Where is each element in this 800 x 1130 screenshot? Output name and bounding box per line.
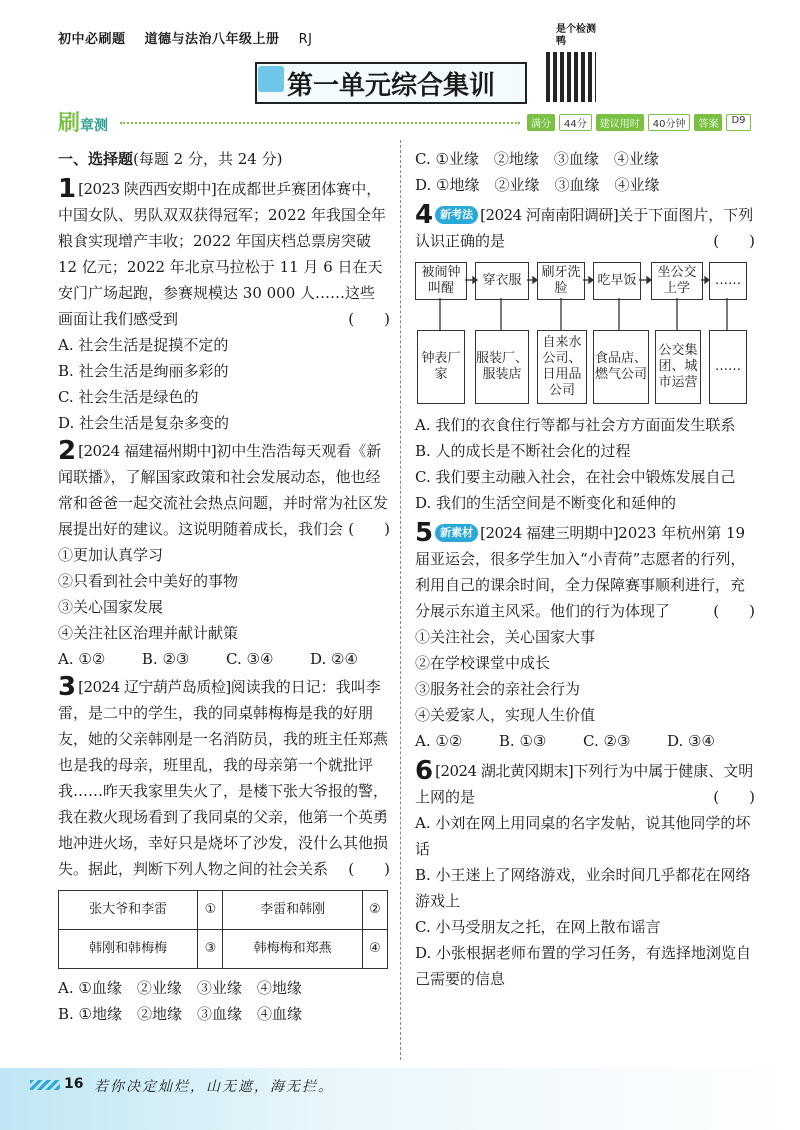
- answer-paren: ( ): [713, 788, 755, 806]
- table-cell: 韩梅梅和郑燕: [223, 930, 362, 969]
- option-d[interactable]: D. ③④: [667, 732, 715, 750]
- statement-3: ③服务社会的亲社会行为: [415, 680, 581, 698]
- section-brand: [58, 106, 108, 137]
- question-source: [2024 福建三明期中]: [480, 524, 619, 542]
- question-2: [58, 438, 390, 672]
- question-stem: 下列行为中属于健康、文明上网的是: [415, 762, 754, 806]
- table-cell: ①: [198, 891, 223, 930]
- relation-table: [58, 890, 388, 969]
- question-number: 1: [58, 174, 77, 204]
- statement-2: ②只看到社会中美好的事物: [58, 572, 239, 590]
- option-d[interactable]: D. ②④: [310, 650, 358, 668]
- diagram-top-box: 被闹钟叫醒: [415, 262, 467, 300]
- diagram-bottom-box: 食品店、燃气公司: [593, 330, 649, 404]
- page-title: 第一单元综合集训: [255, 62, 527, 104]
- option-d[interactable]: D. 我们的生活空间是不断变化和延伸的: [415, 494, 677, 512]
- time-value: 40分钟: [648, 114, 691, 131]
- diagram-top-box: ……: [709, 262, 747, 300]
- brand-main: 刷: [58, 111, 81, 136]
- diagram-bottom-box: 服装厂、服装店: [475, 330, 529, 404]
- question-stem: 关于下面图片，下列认识正确的是: [415, 206, 754, 250]
- option-b[interactable]: B. ①地缘 ②地缘 ③血缘 ④血缘: [58, 1005, 303, 1023]
- option-a[interactable]: A. ①②: [58, 650, 106, 668]
- life-society-diagram: [415, 260, 745, 410]
- answer-paren: ( ): [713, 602, 755, 620]
- diagram-arrows: [415, 260, 745, 410]
- book-name: 初中必刷题: [58, 32, 126, 47]
- question-number: 4: [415, 200, 434, 230]
- statement-3: ③关心国家发展: [58, 598, 164, 616]
- question-source: [2024 辽宁葫芦岛质检]: [78, 678, 231, 696]
- diagram-bottom-box: 公交集团、城市运营: [655, 330, 701, 404]
- option-b[interactable]: B. 小王迷上了网络游戏，业余时间几乎都花在网络游戏上: [415, 866, 751, 910]
- question-number: 5: [415, 518, 434, 548]
- diagram-top-box: 刷牙洗脸: [537, 262, 585, 300]
- option-c[interactable]: C. ②③: [583, 732, 631, 750]
- diagram-bottom-box: 自来水公司、日用品公司: [537, 330, 587, 404]
- statement-4: ④关注社区治理并献计献策: [58, 624, 239, 642]
- diagram-top-box: 吃早饭: [593, 262, 641, 300]
- section-heading: [58, 146, 390, 172]
- answer-label: 答案: [694, 114, 722, 131]
- new-method-badge: 新考法: [435, 206, 478, 224]
- question-stem: 在成都世乒赛团体赛中，中国女队、男队双双获得冠军；2022 年我国全年粮食实现增产丰收；2022 年国庆档总票房突破 12 亿元；2022 年北京马拉松于 11 月 6 日在天安门广场起跑，参赛规模达 30 000 人……这些画面让我们感受到: [58, 180, 386, 328]
- diagram-bottom-box: 钟表厂家: [417, 330, 465, 404]
- score-label: 满分: [527, 114, 555, 131]
- question-3: [58, 674, 390, 1027]
- new-material-badge: 新素材: [435, 524, 478, 542]
- column-divider: [400, 140, 402, 1060]
- question-stem: 初中生浩浩每天观看《新闻联播》，了解国家政策和社会发展动态，他也经常和爸爸一起交流社会热点问题，并时常为社区发展提出好的建议。这说明随着成长，我们会: [58, 442, 389, 538]
- diagram-bottom-box: ……: [709, 330, 747, 404]
- option-a[interactable]: A. ①血缘 ②业缘 ③业缘 ④地缘: [58, 979, 302, 997]
- statement-2: ②在学校课堂中成长: [415, 654, 551, 672]
- table-row: [59, 930, 388, 969]
- option-d[interactable]: D. 社会生活是复杂多变的: [58, 414, 230, 432]
- brand-sub: 章测: [80, 118, 109, 134]
- meta-bar: [527, 114, 751, 131]
- option-a[interactable]: A. 小刘在网上用同桌的名字发帖，说其他同学的坏话: [415, 814, 751, 858]
- option-row: [58, 646, 358, 672]
- question-number: 2: [58, 436, 77, 466]
- option-a[interactable]: A. ①②: [415, 732, 463, 750]
- question-stem: 阅读我的日记：我叫李雷，是二中的学生，我的同桌韩梅梅是我的好朋友，她的父亲韩刚是一名消防员，我的班主任郑燕也是我的母亲，班里乱，我的母亲第一个就批评我……昨天我家里失火了，是楼下张大爷报的警，我在救火现场看到了我同桌的父亲，他第一个英勇地冲进火场，幸好只是烧坏了沙发，没什么其他损失。据此，判断下列人物之间的社会关系: [58, 678, 389, 878]
- diagram-top-box: 坐公交上学: [651, 262, 703, 300]
- question-4: [415, 202, 755, 516]
- book-icon: [258, 66, 284, 92]
- answer-paren: ( ): [348, 860, 390, 878]
- statement-4: ④关爱家人，实现人生价值: [415, 706, 596, 724]
- question-number: 6: [415, 756, 434, 786]
- diagram-top-box: 穿衣服: [475, 262, 529, 300]
- section-title: 一、选择题: [58, 150, 134, 168]
- answer-paren: ( ): [713, 232, 755, 250]
- answer-paren: ( ): [348, 310, 390, 328]
- edition: RJ: [298, 32, 313, 47]
- section-note: (每题 2 分，共 24 分): [133, 150, 283, 168]
- option-row: [415, 728, 715, 754]
- question-source: [2024 河南南阳调研]: [480, 206, 619, 224]
- table-row: [59, 891, 388, 930]
- page-number: 16: [64, 1076, 84, 1092]
- score-value: 44分: [559, 114, 592, 131]
- running-header: [58, 28, 326, 47]
- question-stem: 2023 年杭州第 19 届亚运会，很多学生加入“小青荷”志愿者的行列，利用自己的课余时间，全力保障赛事顺利进行，充分展示东道主风采。他们的行为体现了: [415, 524, 746, 620]
- answer-value: D9: [726, 114, 750, 131]
- question-number: 3: [58, 672, 77, 702]
- statement-1: ①更加认真学习: [58, 546, 164, 564]
- qr-code-icon[interactable]: [546, 52, 596, 102]
- statement-1: ①关注社会，关心国家大事: [415, 628, 596, 646]
- table-cell: 李雷和韩刚: [223, 891, 362, 930]
- right-column: [415, 146, 755, 992]
- option-a[interactable]: A. 社会生活是捉摸不定的: [58, 336, 229, 354]
- footer-motto: 若你决定灿烂，山无遮，海无拦。: [94, 1079, 334, 1095]
- decor-stripe-icon: [30, 1080, 60, 1090]
- qr-label: 是个检测鸭: [556, 24, 596, 47]
- option-c[interactable]: C. 社会生活是绿色的: [58, 388, 199, 406]
- question-1: [58, 176, 390, 436]
- option-b[interactable]: B. 人的成长是不断社会化的过程: [415, 442, 631, 460]
- option-a[interactable]: A. 我们的衣食住行等都与社会方方面面发生联系: [415, 416, 736, 434]
- table-cell: ④: [362, 930, 387, 969]
- question-5: [415, 520, 755, 754]
- left-column: [58, 146, 390, 1027]
- divider-line: [120, 122, 520, 127]
- option-b[interactable]: B. 社会生活是绚丽多彩的: [58, 362, 229, 380]
- option-d[interactable]: D. ①地缘 ②业缘 ③血缘 ④业缘: [415, 176, 660, 194]
- subject-name: 道德与法治八年级上册: [144, 32, 280, 47]
- question-source: [2024 福建福州期中]: [78, 442, 217, 460]
- question-source: [2024 湖北黄冈期末]: [435, 762, 574, 780]
- option-b[interactable]: B. ①③: [498, 732, 547, 750]
- table-cell: ③: [198, 930, 223, 969]
- option-c[interactable]: C. 我们要主动融入社会，在社会中锻炼发展自己: [415, 468, 736, 486]
- question-source: [2023 陕西西安期中]: [78, 180, 217, 198]
- time-label: 建议用时: [596, 114, 644, 131]
- table-cell: ②: [362, 891, 387, 930]
- option-c[interactable]: C. ③④: [226, 650, 274, 668]
- option-c[interactable]: C. 小马受朋友之托，在网上散布谣言: [415, 918, 661, 936]
- table-cell: 韩刚和韩梅梅: [59, 930, 198, 969]
- table-cell: 张大爷和李雷: [59, 891, 198, 930]
- option-b[interactable]: B. ②③: [141, 650, 190, 668]
- question-6: [415, 758, 755, 992]
- option-c[interactable]: C. ①业缘 ②地缘 ③血缘 ④业缘: [415, 150, 659, 168]
- answer-paren: ( ): [348, 520, 390, 538]
- option-d[interactable]: D. 小张根据老师布置的学习任务，有选择地浏览自己需要的信息: [415, 944, 752, 988]
